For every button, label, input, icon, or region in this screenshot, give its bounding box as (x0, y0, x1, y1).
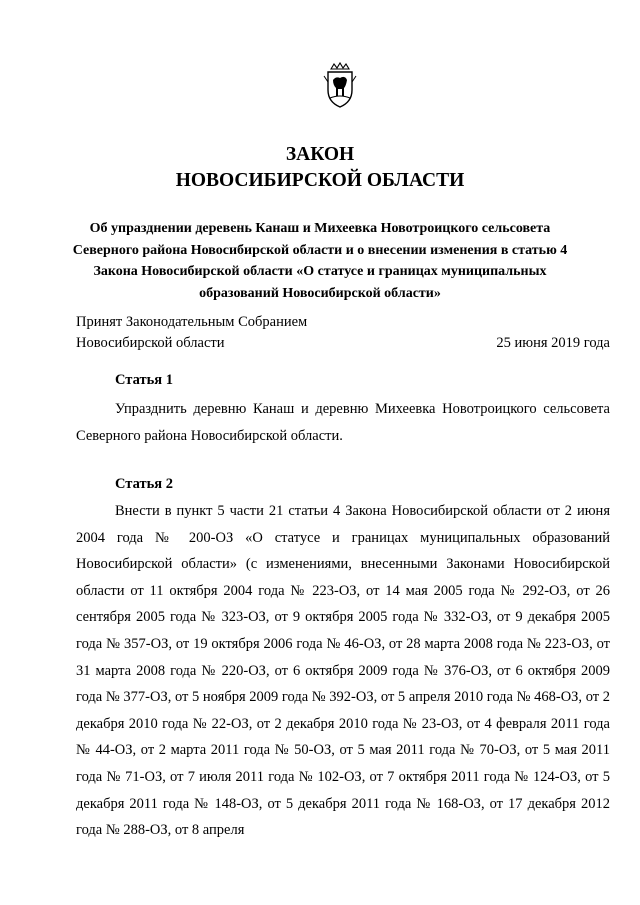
law-subtitle: Об упразднении деревень Канаш и Михеевка Новотроицкого сельсовета Северного района Новосибирской области и о внесении изменения в статью 4 Закона Новосибирской области «О статусе и границах муниципальных образований Новосибирской области» (72, 221, 568, 301)
article-1-heading: Статья 1 (115, 372, 173, 388)
article-2-heading: Статья 2 (115, 476, 173, 492)
adoption-body-line2: Новосибирской области (76, 335, 225, 351)
law-title-line1: ЗАКОН (285, 144, 355, 165)
adoption-info (76, 312, 610, 354)
coat-of-arms-icon (320, 60, 360, 110)
adoption-body-line1: Принят Законодательным Собранием (76, 314, 308, 330)
article-2-text: Внести в пункт 5 части 21 статьи 4 Закона Новосибирской области от 2 июня 2004 года № 200-ОЗ «О статусе и границах муниципальных образований Новосибирской области» (с изменениями, внесенными Законами Новосибирской области от 11 октября 2004 года № 223-ОЗ, от 14 мая 2005 года № 292-ОЗ, от 26 сентября 2005 года № 323-ОЗ, от 9 октября 2005 года № 332-ОЗ, от 9 декабря 2005 года № 357-ОЗ, от 19 октября 2006 года № 46-ОЗ, от 28 марта 2008 года № 223-ОЗ, от 31 марта 2008 года № 220-ОЗ, от 6 октября 2009 года № 376-ОЗ, от 6 октября 2009 года № 377-ОЗ, от 5 ноября 2009 года № 392-ОЗ, от 5 апреля 2010 года № 468-ОЗ, от 2 декабря 2010 года № 22-ОЗ, от 2 декабря 2010 года № 23-ОЗ, от 4 февраля 2011 года № 44-ОЗ, от 2 марта 2011 года № 50-ОЗ, от 5 мая 2011 года № 70-ОЗ, от 5 мая 2011 года № 71-ОЗ, от 7 июля 2011 года № 102-ОЗ, от 7 октября 2011 года № 124-ОЗ, от 5 декабря 2011 года № 148-ОЗ, от 5 декабря 2011 года № 168-ОЗ, от 17 декабря 2012 года № 288-ОЗ, от 8 апреля (76, 503, 610, 839)
article-1-text: Упразднить деревню Канаш и деревню Михеевка Новотроицкого сельсовета Северного района Новосибирской области. (76, 401, 610, 444)
law-title (0, 142, 640, 194)
adoption-date: 25 июня 2019 года (496, 335, 610, 351)
law-title-line2: НОВОСИБИРСКОЙ ОБЛАСТИ (175, 170, 465, 191)
